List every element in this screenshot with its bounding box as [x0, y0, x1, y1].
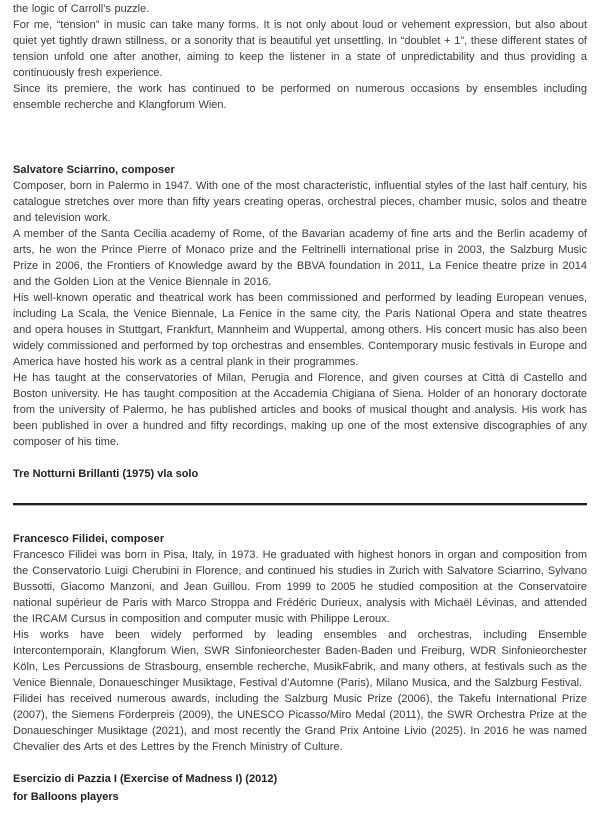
paragraph-sciarrino-awards: A member of the Santa Cecilia academy of Rome, of the Bavarian academy of fine arts and the Berlin academy of arts, he won the Prince Pierre of Monaco prize and the Feltrinelli international prise in 2003, the Salzburg Music Prize in 2006, the Frontiers of Knowledge award by the BBVA foundation in 2011, La Fenice theatre prize in 2014 and the Golden Lion at the Venice Biennale in 2016. — [13, 228, 587, 288]
paragraph-tension: For me, “tension” in music can take many forms. It is not only about loud or vehement expression, but also about quiet yet tightly drawn stillness, or a sonority that is beautiful yet unsettling. In “doublet + 1”, these different states of tension unfold one after another, aiming to keep the listener in a state of unpredictability and thus providing a continuously fresh experience. — [13, 19, 587, 79]
work-title-tre-notturni: Tre Notturni Brillanti (1975) vla solo — [13, 468, 199, 480]
composer-heading-filidei: Francesco Filidei, composer — [13, 533, 165, 545]
work-title-esercizio: Esercizio di Pazzia I (Exercise of Madness I) (2012) — [13, 773, 278, 785]
composer-heading-sciarrino: Salvatore Sciarrino, composer — [13, 164, 175, 176]
paragraph-sciarrino-works: His well-known operatic and theatrical work has been commissioned and performed by leading European venues, including La Scala, the Venice Biennale, La Fenice in the same city, the Paris National Opera and state theatres and opera houses in Stuttgart, Frankfurt, Mannheim and Wuppertal, among others. His concert music has also been widely commissioned and performed by top orchestras and ensembles. Contemporary music festivals in Europe and America have hosted his work as a central plank in their programmes. — [13, 292, 587, 368]
work-title-esercizio-subtitle: for Balloons players — [13, 791, 119, 803]
paragraph-filidei-bio: Francesco Filidei was born in Pisa, Italy, in 1973. He graduated with highest honors in organ and composition from the Conservatorio Luigi Cherubini in Florence, and continued his studies in Zurich with Salvatore Sciarrino, Sylvano Bussotti, Giacomo Manzoni, and Jean Guillou. From 1999 to 2005 he studied composition at the Conservatoire national supérieur de Paris with Marco Stroppa and Frédéric Durieux, analysis with Michaël Lévinas, and attended the IRCAM Cursus in composition and computer music with Philippe Leroux. — [13, 549, 587, 625]
paragraph-filidei-awards: Filidei has received numerous awards, including the Salzburg Music Prize (2006), the Takefu International Prize (2007), the Siemens Förderpreis (2009), the UNESCO Picasso/Miro Medal (2011), the SWR Orchestra Prize at the Donaueschinger Musiktage (2021), and most recently the Grand Prix Antoine Livio (2025). In 2016 he was named Chevalier des Arts et des Lettres by the French Ministry of Culture. — [13, 693, 587, 753]
paragraph-sciarrino-bio: Composer, born in Palermo in 1947. With one of the most characteristic, influential styles of the last half century, his catalogue stretches over more than fifty years creating operas, orchestral pieces, chamber music, solos and theatre and television work. — [13, 180, 587, 224]
paragraph-fragment: the logic of Carroll’s puzzle. — [13, 3, 150, 15]
section-divider — [13, 503, 587, 505]
paragraph-filidei-performances: His works have been widely performed by leading ensembles and orchestras, including Ensemble Intercontemporain, Klangforum Wien, SWR Sinfonieorchester Baden-Baden und Freiburg, WDR Sinfonieorchester Köln, Les Percussions de Strasbourg, ensemble recherche, MusikFabrik, and many others, at festivals such as the Venice Biennale, Donaueschinger Musiktage, Festival d’Automne (Paris), Milano Musica, and the Salzburg Festival. — [13, 629, 587, 689]
paragraph-premiere: Since its premiere, the work has continued to be performed on numerous occasions by ensembles including ensemble recherche and Klangforum Wien. — [13, 83, 587, 111]
paragraph-sciarrino-teaching: He has taught at the conservatories of Milan, Perugia and Florence, and given courses at Città di Castello and Boston university. He has taught composition at the Accademia Chigiana of Siena. Holder of an honorary doctorate from the university of Palermo, he has published articles and books of musical thought and analysis. His work has been published in over a hundred and fifty recordings, making up one of the most extensive discographies of any composer of his time. — [13, 372, 587, 448]
